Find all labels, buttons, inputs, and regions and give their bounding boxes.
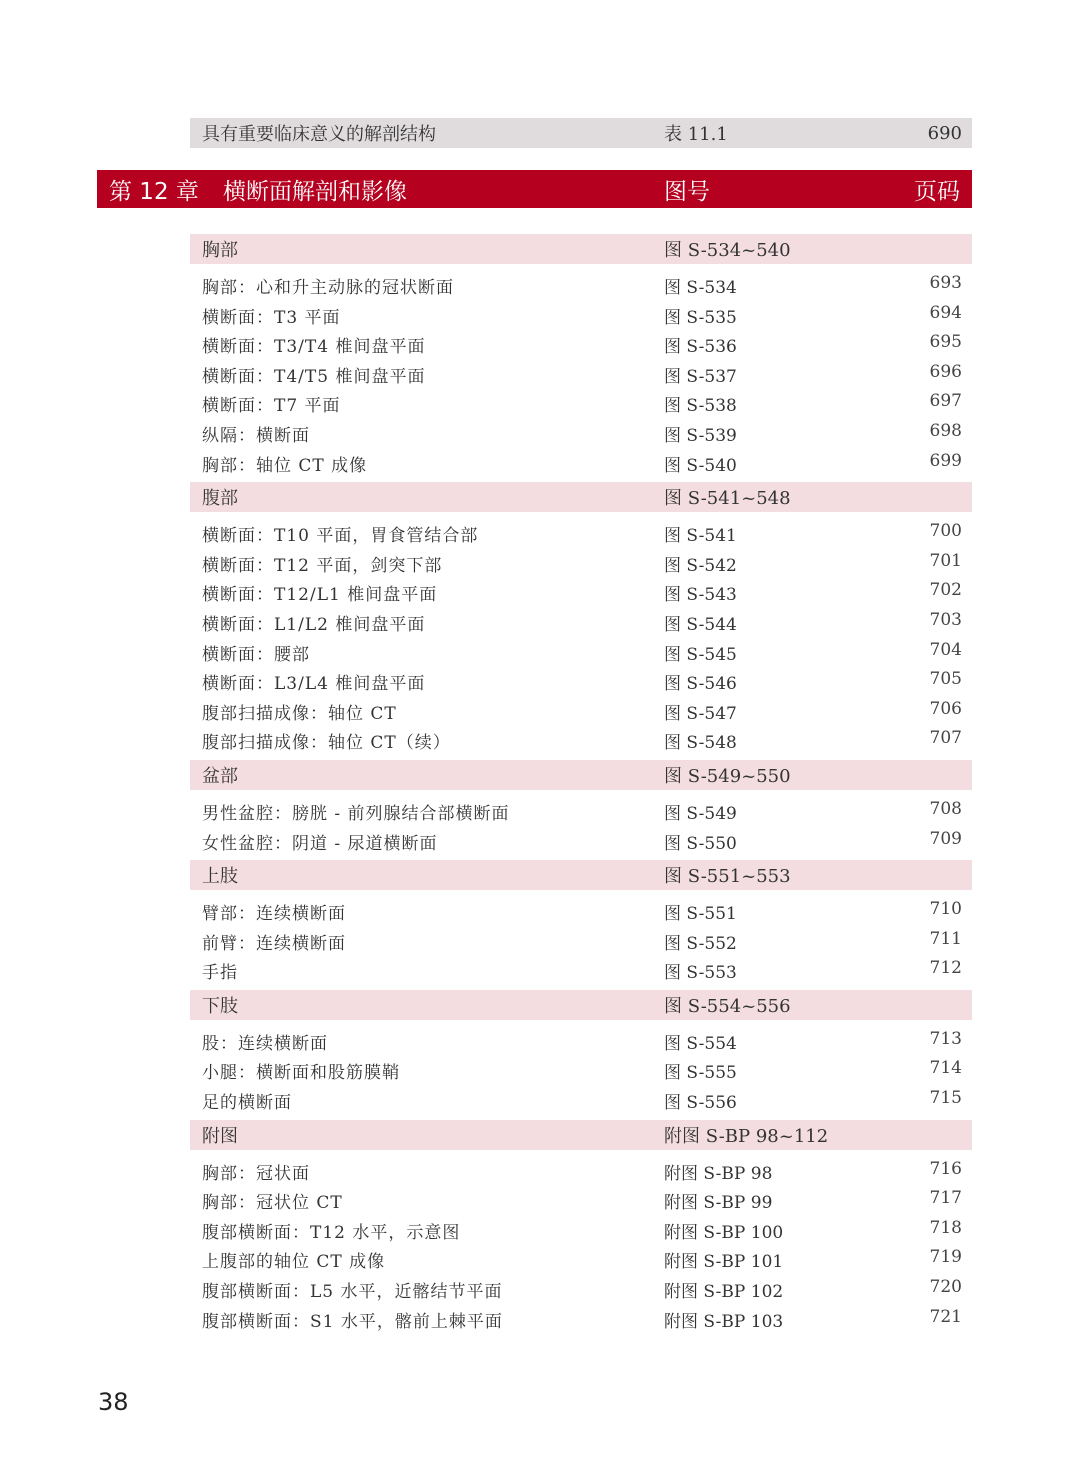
entry-title: 前臂：连续横断面 <box>202 933 346 954</box>
section-header <box>190 234 972 264</box>
entry-figure: 图 S-548 <box>664 733 737 754</box>
entry-figure: 图 S-542 <box>664 555 737 576</box>
entry-title: 男性盆腔：膀胱 - 前列腺结合部横断面 <box>202 803 510 824</box>
entry-page: 705 <box>929 669 962 690</box>
entry-figure: 图 S-549 <box>664 803 737 824</box>
entry-page: 701 <box>929 550 962 571</box>
toc-entry[interactable] <box>190 695 972 725</box>
toc-entry[interactable] <box>190 387 972 417</box>
chapter-header-bar <box>97 170 972 208</box>
section-figure-range: 图 S-554~556 <box>664 995 791 1017</box>
section-figure-range: 图 S-549~550 <box>664 765 791 787</box>
entry-page: 703 <box>929 609 962 630</box>
entry-title: 胸部：心和升主动脉的冠状断面 <box>202 278 454 298</box>
toc-section <box>190 990 972 1120</box>
toc-entry[interactable] <box>190 1084 972 1114</box>
toc-section <box>190 760 972 860</box>
toc-entry[interactable] <box>190 925 972 955</box>
section-header <box>190 1120 972 1150</box>
toc-entry[interactable] <box>190 358 972 388</box>
previous-row-page: 690 <box>927 122 962 144</box>
entry-figure: 图 S-537 <box>664 366 737 387</box>
entry-title: 腹部扫描成像：轴位 CT（续） <box>202 733 451 754</box>
toc-entry[interactable] <box>190 724 972 754</box>
entry-title: 小腿：横断面和股筋膜鞘 <box>202 1063 400 1084</box>
section-header <box>190 482 972 512</box>
entry-page: 699 <box>929 450 962 471</box>
section-header <box>190 990 972 1020</box>
entry-figure: 附图 S-BP 99 <box>664 1193 773 1214</box>
entry-title: 胸部：轴位 CT 成像 <box>202 455 368 476</box>
entry-page: 712 <box>929 958 962 979</box>
entry-page: 693 <box>929 273 962 293</box>
section-figure-range: 图 S-551~553 <box>664 866 791 888</box>
entry-title: 横断面：T4/T5 椎间盘平面 <box>202 366 426 387</box>
entry-figure: 附图 S-BP 98 <box>664 1163 773 1184</box>
entry-title: 横断面：T3/T4 椎间盘平面 <box>202 337 426 358</box>
entry-page: 697 <box>929 391 962 412</box>
entry-page: 710 <box>929 899 962 920</box>
entry-page: 694 <box>929 302 962 323</box>
entry-page: 714 <box>929 1058 962 1079</box>
entry-title: 横断面：T12/L1 椎间盘平面 <box>202 585 438 606</box>
entry-title: 横断面：T7 平面 <box>202 396 341 417</box>
entry-figure: 图 S-546 <box>664 674 737 695</box>
section-title: 附图 <box>202 1125 238 1147</box>
entry-title: 女性盆腔：阴道 - 尿道横断面 <box>202 833 438 854</box>
entry-title: 横断面：腰部 <box>202 644 310 665</box>
toc-entry[interactable] <box>190 1243 972 1273</box>
entry-page: 698 <box>929 420 962 441</box>
entry-figure: 图 S-541 <box>664 526 737 547</box>
entry-figure: 图 S-543 <box>664 585 737 606</box>
entry-page: 711 <box>929 928 962 949</box>
toc-entry[interactable] <box>190 269 972 299</box>
entry-figure: 附图 S-BP 102 <box>664 1282 784 1303</box>
entry-page: 708 <box>929 798 962 819</box>
entry-figure: 图 S-553 <box>664 963 737 984</box>
entry-figure: 图 S-554 <box>664 1033 737 1054</box>
entry-figure: 图 S-556 <box>664 1093 737 1114</box>
toc-entry[interactable] <box>190 1025 972 1055</box>
entry-page: 719 <box>929 1247 962 1268</box>
entry-figure: 图 S-551 <box>664 904 737 925</box>
toc-entry[interactable] <box>190 328 972 358</box>
entry-figure: 附图 S-BP 101 <box>664 1252 784 1273</box>
entry-figure: 附图 S-BP 100 <box>664 1222 784 1243</box>
entry-page: 716 <box>929 1158 962 1179</box>
toc-entry[interactable] <box>190 665 972 695</box>
entry-figure: 图 S-536 <box>664 337 737 358</box>
entry-page: 696 <box>929 361 962 382</box>
toc-entry[interactable] <box>190 417 972 447</box>
entry-page: 704 <box>929 639 962 660</box>
entry-title: 臂部：连续横断面 <box>202 904 346 925</box>
entry-page: 709 <box>929 828 962 849</box>
entry-title: 腹部横断面：L5 水平，近髂结节平面 <box>202 1282 503 1303</box>
column-header-page: 页码 <box>914 178 960 205</box>
entry-title: 横断面：L1/L2 椎间盘平面 <box>202 614 426 635</box>
section-title: 腹部 <box>202 488 238 510</box>
entry-figure: 图 S-534 <box>664 278 737 298</box>
section-title: 胸部 <box>202 240 238 261</box>
chapter-number: 第 12 章 <box>109 178 199 205</box>
entry-figure: 图 S-544 <box>664 614 737 635</box>
toc-entry[interactable] <box>190 954 972 984</box>
entry-title: 足的横断面 <box>202 1093 292 1114</box>
entry-title: 纵隔：横断面 <box>202 425 310 446</box>
section-spacer <box>190 1332 972 1338</box>
entry-page: 702 <box>929 580 962 601</box>
section-header <box>190 760 972 790</box>
entry-title: 横断面：T12 平面，剑突下部 <box>202 555 443 576</box>
previous-toc-row <box>190 118 972 148</box>
toc-entry[interactable] <box>190 636 972 666</box>
entry-title: 腹部横断面：T12 水平，示意图 <box>202 1222 461 1243</box>
toc-entry[interactable] <box>190 1184 972 1214</box>
entry-figure: 图 S-555 <box>664 1063 737 1084</box>
entry-page: 715 <box>929 1088 962 1109</box>
section-title: 上肢 <box>202 866 238 888</box>
toc-section <box>190 1120 972 1339</box>
page-number: 38 <box>98 1388 129 1416</box>
section-figure-range: 图 S-534~540 <box>664 240 791 261</box>
section-figure-range: 附图 S-BP 98~112 <box>664 1125 829 1147</box>
entry-title: 横断面：L3/L4 椎间盘平面 <box>202 674 426 695</box>
toc-entry[interactable] <box>190 576 972 606</box>
section-figure-range: 图 S-541~548 <box>664 488 791 510</box>
toc-section <box>190 234 972 482</box>
entry-title: 上腹部的轴位 CT 成像 <box>202 1252 386 1273</box>
entry-page: 721 <box>929 1306 962 1327</box>
toc-entry[interactable] <box>190 1054 972 1084</box>
entry-page: 718 <box>929 1217 962 1238</box>
entry-page: 695 <box>929 332 962 353</box>
toc-entry[interactable] <box>190 517 972 547</box>
entry-page: 706 <box>929 698 962 719</box>
entry-figure: 图 S-540 <box>664 455 737 476</box>
toc-entry[interactable] <box>190 795 972 825</box>
entry-title: 腹部横断面：S1 水平，髂前上棘平面 <box>202 1311 503 1332</box>
toc-entry[interactable] <box>190 895 972 925</box>
entry-title: 腹部扫描成像：轴位 CT <box>202 703 397 724</box>
chapter-title: 横断面解剖和影像 <box>223 178 407 205</box>
entry-figure: 图 S-550 <box>664 833 737 854</box>
toc-section <box>190 482 972 760</box>
entry-page: 720 <box>929 1277 962 1298</box>
entry-title: 胸部：冠状面 <box>202 1163 310 1184</box>
entry-title: 横断面：T3 平面 <box>202 307 341 328</box>
previous-row-figure: 表 11.1 <box>664 124 728 145</box>
previous-row-title: 具有重要临床意义的解剖结构 <box>202 124 436 145</box>
entry-figure: 图 S-535 <box>664 307 737 328</box>
toc-entry[interactable] <box>190 447 972 477</box>
entry-title: 横断面：T10 平面，胃食管结合部 <box>202 526 479 547</box>
table-of-contents <box>190 234 972 1338</box>
entry-title: 胸部：冠状位 CT <box>202 1193 343 1214</box>
toc-section <box>190 860 972 990</box>
section-title: 盆部 <box>202 765 238 787</box>
entry-page: 707 <box>929 728 962 749</box>
section-header <box>190 860 972 890</box>
entry-page: 700 <box>929 521 962 542</box>
entry-title: 股：连续横断面 <box>202 1033 328 1054</box>
toc-entry[interactable] <box>190 1155 972 1185</box>
entry-figure: 图 S-538 <box>664 396 737 417</box>
entry-title: 手指 <box>202 963 238 984</box>
entry-page: 713 <box>929 1028 962 1049</box>
entry-figure: 附图 S-BP 103 <box>664 1311 784 1332</box>
entry-figure: 图 S-539 <box>664 425 737 446</box>
toc-entry[interactable] <box>190 825 972 855</box>
entry-figure: 图 S-552 <box>664 933 737 954</box>
entry-page: 717 <box>929 1188 962 1209</box>
toc-entry[interactable] <box>190 299 972 329</box>
toc-entry[interactable] <box>190 1214 972 1244</box>
entry-figure: 图 S-545 <box>664 644 737 665</box>
toc-entry[interactable] <box>190 1273 972 1303</box>
column-header-figure: 图号 <box>664 178 710 205</box>
section-title: 下肢 <box>202 995 238 1017</box>
toc-entry[interactable] <box>190 606 972 636</box>
toc-entry[interactable] <box>190 547 972 577</box>
toc-entry[interactable] <box>190 1303 972 1333</box>
entry-figure: 图 S-547 <box>664 703 737 724</box>
